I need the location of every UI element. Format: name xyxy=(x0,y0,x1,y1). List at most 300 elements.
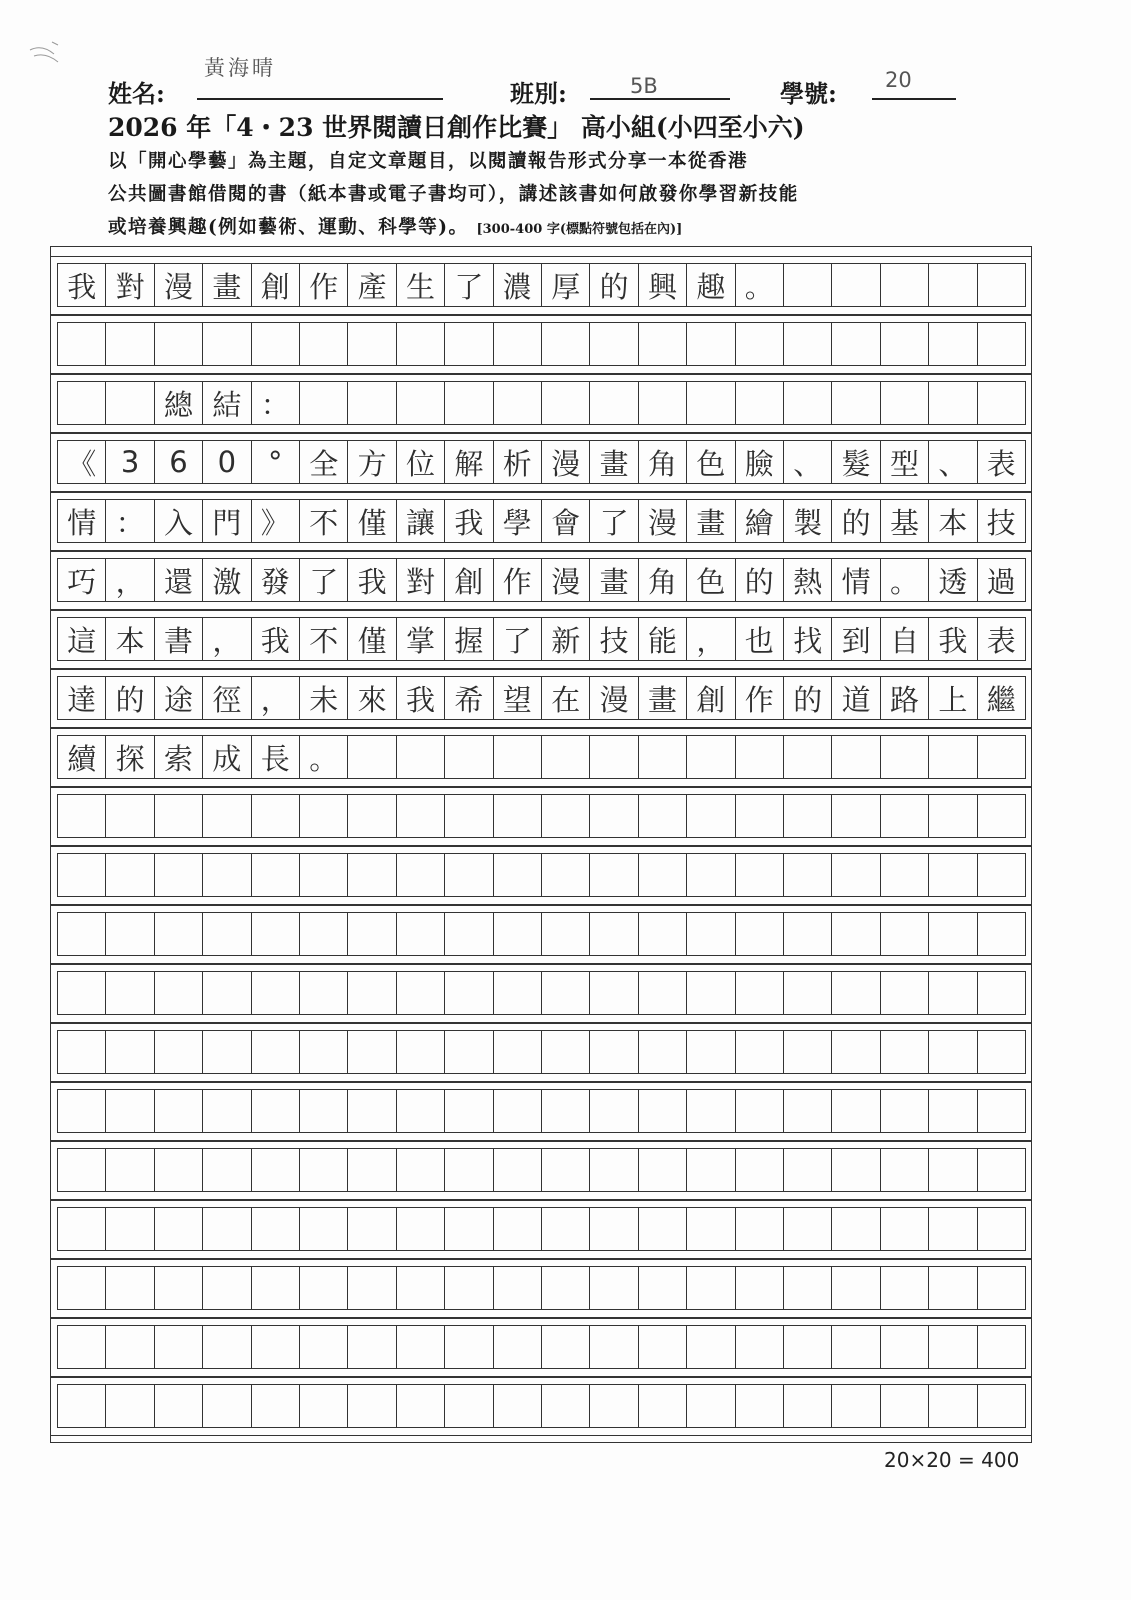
grid-cell[interactable] xyxy=(928,1148,977,1192)
grid-cell[interactable] xyxy=(251,794,300,838)
grid-cell[interactable] xyxy=(444,1030,493,1074)
grid-cell[interactable]: 還 xyxy=(154,558,203,602)
grid-cell[interactable]: 生 xyxy=(396,263,445,307)
grid-cell[interactable] xyxy=(202,1207,251,1251)
grid-cell[interactable]: ， xyxy=(686,617,735,661)
grid-cell[interactable] xyxy=(347,853,396,897)
grid-cell[interactable] xyxy=(783,1089,832,1133)
grid-cell[interactable]: 畫 xyxy=(638,676,687,720)
grid-cell[interactable] xyxy=(396,1384,445,1428)
grid-cell[interactable] xyxy=(928,1030,977,1074)
grid-cell[interactable] xyxy=(299,853,348,897)
grid-cell[interactable] xyxy=(299,1148,348,1192)
grid-cell[interactable]: 我 xyxy=(347,558,396,602)
grid-cell[interactable] xyxy=(251,1207,300,1251)
grid-cell[interactable] xyxy=(638,794,687,838)
grid-cell[interactable] xyxy=(493,853,542,897)
grid-cell[interactable]: 路 xyxy=(880,676,929,720)
grid-cell[interactable]: 位 xyxy=(396,440,445,484)
grid-cell[interactable] xyxy=(396,1325,445,1369)
grid-cell[interactable]: 也 xyxy=(735,617,784,661)
grid-cell[interactable] xyxy=(880,263,929,307)
grid-cell[interactable] xyxy=(154,1325,203,1369)
grid-cell[interactable]: 上 xyxy=(928,676,977,720)
grid-cell[interactable] xyxy=(347,1148,396,1192)
grid-cell[interactable] xyxy=(541,912,590,956)
grid-cell[interactable] xyxy=(202,1148,251,1192)
grid-cell[interactable] xyxy=(686,912,735,956)
grid-cell[interactable] xyxy=(396,1030,445,1074)
grid-cell[interactable] xyxy=(638,1148,687,1192)
grid-cell[interactable] xyxy=(493,381,542,425)
grid-cell[interactable]: 繪 xyxy=(735,499,784,543)
grid-cell[interactable] xyxy=(977,853,1026,897)
grid-cell[interactable]: 角 xyxy=(638,558,687,602)
grid-cell[interactable] xyxy=(735,735,784,779)
grid-cell[interactable]: 解 xyxy=(444,440,493,484)
grid-cell[interactable] xyxy=(831,971,880,1015)
grid-cell[interactable]: ： xyxy=(105,499,154,543)
grid-cell[interactable]: 表 xyxy=(977,617,1026,661)
grid-cell[interactable] xyxy=(444,1207,493,1251)
grid-cell[interactable] xyxy=(396,735,445,779)
grid-cell[interactable] xyxy=(57,1030,106,1074)
grid-cell[interactable]: 《 xyxy=(57,440,106,484)
grid-cell[interactable] xyxy=(831,381,880,425)
grid-cell[interactable] xyxy=(589,1325,638,1369)
grid-cell[interactable] xyxy=(638,1384,687,1428)
grid-cell[interactable]: 畫 xyxy=(589,440,638,484)
grid-cell[interactable] xyxy=(444,912,493,956)
grid-cell[interactable]: 創 xyxy=(444,558,493,602)
grid-cell[interactable] xyxy=(831,1266,880,1310)
grid-cell[interactable] xyxy=(783,794,832,838)
grid-cell[interactable] xyxy=(347,794,396,838)
grid-cell[interactable]: 不 xyxy=(299,499,348,543)
grid-cell[interactable]: 未 xyxy=(299,676,348,720)
grid-cell[interactable]: 的 xyxy=(831,499,880,543)
grid-cell[interactable] xyxy=(589,381,638,425)
grid-cell[interactable] xyxy=(880,735,929,779)
grid-cell[interactable] xyxy=(299,912,348,956)
grid-cell[interactable]: 長 xyxy=(251,735,300,779)
grid-cell[interactable]: 方 xyxy=(347,440,396,484)
grid-cell[interactable] xyxy=(57,1266,106,1310)
grid-cell[interactable] xyxy=(347,735,396,779)
grid-cell[interactable] xyxy=(105,381,154,425)
grid-cell[interactable] xyxy=(541,735,590,779)
grid-cell[interactable]: 我 xyxy=(57,263,106,307)
grid-cell[interactable] xyxy=(928,322,977,366)
grid-cell[interactable] xyxy=(541,1325,590,1369)
grid-cell[interactable] xyxy=(928,1207,977,1251)
grid-cell[interactable] xyxy=(735,1325,784,1369)
grid-cell[interactable] xyxy=(202,1030,251,1074)
grid-cell[interactable] xyxy=(444,322,493,366)
grid-cell[interactable] xyxy=(686,735,735,779)
grid-cell[interactable]: 技 xyxy=(589,617,638,661)
grid-cell[interactable]: 發 xyxy=(251,558,300,602)
grid-cell[interactable] xyxy=(105,1089,154,1133)
grid-cell[interactable] xyxy=(589,322,638,366)
grid-cell[interactable] xyxy=(396,853,445,897)
grid-cell[interactable] xyxy=(57,1148,106,1192)
grid-cell[interactable] xyxy=(638,735,687,779)
grid-cell[interactable] xyxy=(154,1266,203,1310)
grid-cell[interactable]: 興 xyxy=(638,263,687,307)
grid-cell[interactable]: 、 xyxy=(783,440,832,484)
grid-cell[interactable] xyxy=(347,381,396,425)
grid-cell[interactable] xyxy=(541,794,590,838)
grid-cell[interactable] xyxy=(977,1148,1026,1192)
grid-cell[interactable]: 的 xyxy=(735,558,784,602)
grid-cell[interactable] xyxy=(686,1207,735,1251)
grid-cell[interactable] xyxy=(444,1148,493,1192)
grid-cell[interactable] xyxy=(928,912,977,956)
grid-cell[interactable] xyxy=(202,1384,251,1428)
grid-cell[interactable] xyxy=(251,1030,300,1074)
grid-cell[interactable] xyxy=(444,794,493,838)
grid-cell[interactable]: 畫 xyxy=(589,558,638,602)
grid-cell[interactable]: 總 xyxy=(154,381,203,425)
grid-cell[interactable] xyxy=(831,794,880,838)
grid-cell[interactable]: 熱 xyxy=(783,558,832,602)
grid-cell[interactable] xyxy=(396,322,445,366)
grid-cell[interactable] xyxy=(977,1207,1026,1251)
grid-cell[interactable] xyxy=(783,1325,832,1369)
grid-cell[interactable] xyxy=(105,1030,154,1074)
grid-cell[interactable] xyxy=(347,1384,396,1428)
grid-cell[interactable] xyxy=(251,1266,300,1310)
grid-cell[interactable] xyxy=(541,1148,590,1192)
grid-cell[interactable] xyxy=(880,853,929,897)
grid-cell[interactable] xyxy=(396,1266,445,1310)
grid-cell[interactable] xyxy=(831,322,880,366)
grid-cell[interactable] xyxy=(251,1148,300,1192)
grid-cell[interactable] xyxy=(783,1207,832,1251)
grid-cell[interactable] xyxy=(396,971,445,1015)
grid-cell[interactable] xyxy=(444,853,493,897)
grid-cell[interactable] xyxy=(347,1266,396,1310)
grid-cell[interactable] xyxy=(396,381,445,425)
grid-cell[interactable] xyxy=(493,1266,542,1310)
grid-cell[interactable]: 僅 xyxy=(347,617,396,661)
grid-cell[interactable]: 趣 xyxy=(686,263,735,307)
grid-cell[interactable] xyxy=(57,381,106,425)
grid-cell[interactable] xyxy=(880,322,929,366)
grid-cell[interactable]: 。 xyxy=(299,735,348,779)
grid-cell[interactable] xyxy=(686,971,735,1015)
grid-cell[interactable]: 了 xyxy=(589,499,638,543)
grid-cell[interactable] xyxy=(347,322,396,366)
grid-cell[interactable] xyxy=(57,1089,106,1133)
grid-cell[interactable]: 我 xyxy=(396,676,445,720)
grid-cell[interactable] xyxy=(202,322,251,366)
grid-cell[interactable] xyxy=(347,1207,396,1251)
grid-cell[interactable] xyxy=(493,1030,542,1074)
grid-cell[interactable]: 本 xyxy=(928,499,977,543)
grid-cell[interactable] xyxy=(977,322,1026,366)
grid-cell[interactable] xyxy=(638,853,687,897)
grid-cell[interactable] xyxy=(105,912,154,956)
grid-cell[interactable]: 濃 xyxy=(493,263,542,307)
grid-cell[interactable] xyxy=(251,853,300,897)
grid-cell[interactable]: 漫 xyxy=(541,440,590,484)
grid-cell[interactable] xyxy=(57,912,106,956)
grid-cell[interactable]: 找 xyxy=(783,617,832,661)
grid-cell[interactable] xyxy=(735,971,784,1015)
grid-cell[interactable] xyxy=(105,853,154,897)
grid-cell[interactable] xyxy=(638,381,687,425)
grid-cell[interactable] xyxy=(541,1384,590,1428)
grid-cell[interactable]: 望 xyxy=(493,676,542,720)
grid-cell[interactable]: 漫 xyxy=(541,558,590,602)
grid-cell[interactable] xyxy=(299,1207,348,1251)
grid-cell[interactable] xyxy=(977,794,1026,838)
grid-cell[interactable] xyxy=(638,1030,687,1074)
grid-cell[interactable]: 我 xyxy=(251,617,300,661)
grid-cell[interactable] xyxy=(783,853,832,897)
grid-cell[interactable] xyxy=(299,1266,348,1310)
grid-cell[interactable] xyxy=(686,1148,735,1192)
grid-cell[interactable] xyxy=(202,853,251,897)
grid-cell[interactable]: 對 xyxy=(396,558,445,602)
grid-cell[interactable] xyxy=(589,912,638,956)
grid-cell[interactable]: 巧 xyxy=(57,558,106,602)
grid-cell[interactable] xyxy=(735,381,784,425)
grid-cell[interactable]: 對 xyxy=(105,263,154,307)
grid-cell[interactable] xyxy=(638,912,687,956)
grid-cell[interactable] xyxy=(589,971,638,1015)
grid-cell[interactable] xyxy=(396,794,445,838)
grid-cell[interactable] xyxy=(493,1325,542,1369)
grid-cell[interactable] xyxy=(154,1207,203,1251)
grid-cell[interactable]: 基 xyxy=(880,499,929,543)
grid-cell[interactable]: 希 xyxy=(444,676,493,720)
grid-cell[interactable]: 了 xyxy=(444,263,493,307)
grid-cell[interactable] xyxy=(589,1030,638,1074)
grid-cell[interactable]: 0 xyxy=(202,440,251,484)
grid-cell[interactable]: 創 xyxy=(686,676,735,720)
grid-cell[interactable]: 成 xyxy=(202,735,251,779)
name-value[interactable]: 黃海晴 xyxy=(204,56,276,80)
grid-cell[interactable]: 途 xyxy=(154,676,203,720)
grid-cell[interactable] xyxy=(977,735,1026,779)
grid-cell[interactable] xyxy=(299,971,348,1015)
grid-cell[interactable] xyxy=(686,1384,735,1428)
grid-cell[interactable]: 新 xyxy=(541,617,590,661)
grid-cell[interactable] xyxy=(251,1384,300,1428)
grid-cell[interactable] xyxy=(589,1266,638,1310)
grid-cell[interactable] xyxy=(154,322,203,366)
grid-cell[interactable] xyxy=(686,853,735,897)
grid-cell[interactable] xyxy=(299,1384,348,1428)
grid-cell[interactable] xyxy=(299,322,348,366)
grid-cell[interactable] xyxy=(589,794,638,838)
grid-cell[interactable] xyxy=(735,853,784,897)
grid-cell[interactable] xyxy=(783,735,832,779)
grid-cell[interactable] xyxy=(154,853,203,897)
grid-cell[interactable]: 析 xyxy=(493,440,542,484)
grid-cell[interactable]: 的 xyxy=(105,676,154,720)
grid-cell[interactable]: 髮 xyxy=(831,440,880,484)
grid-cell[interactable] xyxy=(977,1089,1026,1133)
grid-cell[interactable] xyxy=(977,912,1026,956)
grid-cell[interactable] xyxy=(154,971,203,1015)
grid-cell[interactable] xyxy=(299,381,348,425)
grid-cell[interactable]: ： xyxy=(251,381,300,425)
grid-cell[interactable]: 本 xyxy=(105,617,154,661)
grid-cell[interactable]: 產 xyxy=(347,263,396,307)
grid-cell[interactable] xyxy=(831,912,880,956)
grid-cell[interactable] xyxy=(928,971,977,1015)
grid-cell[interactable] xyxy=(105,322,154,366)
grid-cell[interactable] xyxy=(251,1325,300,1369)
grid-cell[interactable] xyxy=(444,971,493,1015)
grid-cell[interactable]: ， xyxy=(202,617,251,661)
grid-cell[interactable]: 激 xyxy=(202,558,251,602)
grid-cell[interactable] xyxy=(880,381,929,425)
grid-cell[interactable] xyxy=(928,381,977,425)
grid-cell[interactable] xyxy=(928,1325,977,1369)
grid-cell[interactable]: 透 xyxy=(928,558,977,602)
grid-cell[interactable]: 僅 xyxy=(347,499,396,543)
grid-cell[interactable]: 書 xyxy=(154,617,203,661)
grid-cell[interactable] xyxy=(444,381,493,425)
grid-cell[interactable] xyxy=(977,263,1026,307)
grid-cell[interactable]: 不 xyxy=(299,617,348,661)
grid-cell[interactable] xyxy=(541,1207,590,1251)
grid-cell[interactable] xyxy=(493,1384,542,1428)
grid-cell[interactable] xyxy=(928,794,977,838)
grid-cell[interactable]: 這 xyxy=(57,617,106,661)
grid-cell[interactable] xyxy=(686,1266,735,1310)
grid-cell[interactable] xyxy=(783,1148,832,1192)
grid-cell[interactable]: 漫 xyxy=(589,676,638,720)
grid-cell[interactable] xyxy=(493,1148,542,1192)
grid-cell[interactable] xyxy=(589,1148,638,1192)
grid-cell[interactable] xyxy=(783,971,832,1015)
grid-cell[interactable] xyxy=(589,735,638,779)
grid-cell[interactable] xyxy=(928,735,977,779)
grid-cell[interactable] xyxy=(541,381,590,425)
grid-cell[interactable]: 能 xyxy=(638,617,687,661)
grid-cell[interactable] xyxy=(783,1266,832,1310)
grid-cell[interactable]: 臉 xyxy=(735,440,784,484)
grid-cell[interactable] xyxy=(57,1207,106,1251)
grid-cell[interactable] xyxy=(977,1266,1026,1310)
grid-cell[interactable] xyxy=(880,1148,929,1192)
grid-cell[interactable] xyxy=(299,794,348,838)
grid-cell[interactable]: 漫 xyxy=(638,499,687,543)
grid-cell[interactable] xyxy=(493,1207,542,1251)
grid-cell[interactable] xyxy=(57,1384,106,1428)
grid-cell[interactable]: 結 xyxy=(202,381,251,425)
grid-cell[interactable] xyxy=(831,735,880,779)
grid-cell[interactable] xyxy=(735,794,784,838)
grid-cell[interactable]: 讓 xyxy=(396,499,445,543)
grid-cell[interactable] xyxy=(831,263,880,307)
grid-cell[interactable]: 全 xyxy=(299,440,348,484)
grid-cell[interactable] xyxy=(831,853,880,897)
grid-cell[interactable] xyxy=(347,1325,396,1369)
grid-cell[interactable] xyxy=(105,1384,154,1428)
grid-cell[interactable]: 門 xyxy=(202,499,251,543)
grid-cell[interactable]: 型 xyxy=(880,440,929,484)
grid-cell[interactable] xyxy=(347,971,396,1015)
grid-cell[interactable]: 繼 xyxy=(977,676,1026,720)
grid-cell[interactable] xyxy=(154,794,203,838)
grid-cell[interactable] xyxy=(396,1148,445,1192)
grid-cell[interactable] xyxy=(686,381,735,425)
grid-cell[interactable] xyxy=(202,794,251,838)
grid-cell[interactable]: 過 xyxy=(977,558,1026,602)
grid-cell[interactable] xyxy=(589,1207,638,1251)
grid-cell[interactable] xyxy=(493,794,542,838)
grid-cell[interactable] xyxy=(638,1266,687,1310)
grid-cell[interactable] xyxy=(977,971,1026,1015)
grid-cell[interactable]: 我 xyxy=(444,499,493,543)
grid-cell[interactable]: 握 xyxy=(444,617,493,661)
grid-cell[interactable] xyxy=(928,1266,977,1310)
grid-cell[interactable] xyxy=(493,322,542,366)
grid-cell[interactable] xyxy=(493,971,542,1015)
grid-cell[interactable] xyxy=(638,971,687,1015)
grid-cell[interactable]: 情 xyxy=(57,499,106,543)
grid-cell[interactable] xyxy=(105,1325,154,1369)
grid-cell[interactable] xyxy=(493,912,542,956)
grid-cell[interactable] xyxy=(396,1207,445,1251)
grid-cell[interactable]: 達 xyxy=(57,676,106,720)
grid-cell[interactable] xyxy=(251,1089,300,1133)
grid-cell[interactable] xyxy=(154,1148,203,1192)
grid-cell[interactable] xyxy=(783,1384,832,1428)
grid-cell[interactable] xyxy=(735,912,784,956)
grid-cell[interactable] xyxy=(880,1030,929,1074)
grid-cell[interactable]: 來 xyxy=(347,676,396,720)
grid-cell[interactable] xyxy=(396,912,445,956)
grid-cell[interactable] xyxy=(638,1207,687,1251)
grid-cell[interactable] xyxy=(735,1207,784,1251)
grid-cell[interactable]: 、 xyxy=(928,440,977,484)
grid-cell[interactable]: 表 xyxy=(977,440,1026,484)
grid-cell[interactable] xyxy=(880,1266,929,1310)
grid-cell[interactable] xyxy=(57,853,106,897)
grid-cell[interactable] xyxy=(202,1266,251,1310)
grid-cell[interactable] xyxy=(154,912,203,956)
grid-cell[interactable] xyxy=(589,1089,638,1133)
grid-cell[interactable] xyxy=(251,322,300,366)
grid-cell[interactable] xyxy=(735,1266,784,1310)
grid-cell[interactable] xyxy=(831,1030,880,1074)
grid-cell[interactable] xyxy=(735,1384,784,1428)
grid-cell[interactable]: 厚 xyxy=(541,263,590,307)
grid-cell[interactable] xyxy=(251,912,300,956)
grid-cell[interactable] xyxy=(928,853,977,897)
grid-cell[interactable] xyxy=(686,322,735,366)
grid-cell[interactable]: 漫 xyxy=(154,263,203,307)
grid-cell[interactable] xyxy=(105,794,154,838)
grid-cell[interactable] xyxy=(928,1089,977,1133)
grid-cell[interactable] xyxy=(347,1089,396,1133)
grid-cell[interactable] xyxy=(977,1325,1026,1369)
grid-cell[interactable]: 6 xyxy=(154,440,203,484)
grid-cell[interactable] xyxy=(735,1030,784,1074)
grid-cell[interactable] xyxy=(880,1089,929,1133)
grid-cell[interactable] xyxy=(541,322,590,366)
grid-cell[interactable] xyxy=(783,1030,832,1074)
grid-cell[interactable] xyxy=(57,1325,106,1369)
